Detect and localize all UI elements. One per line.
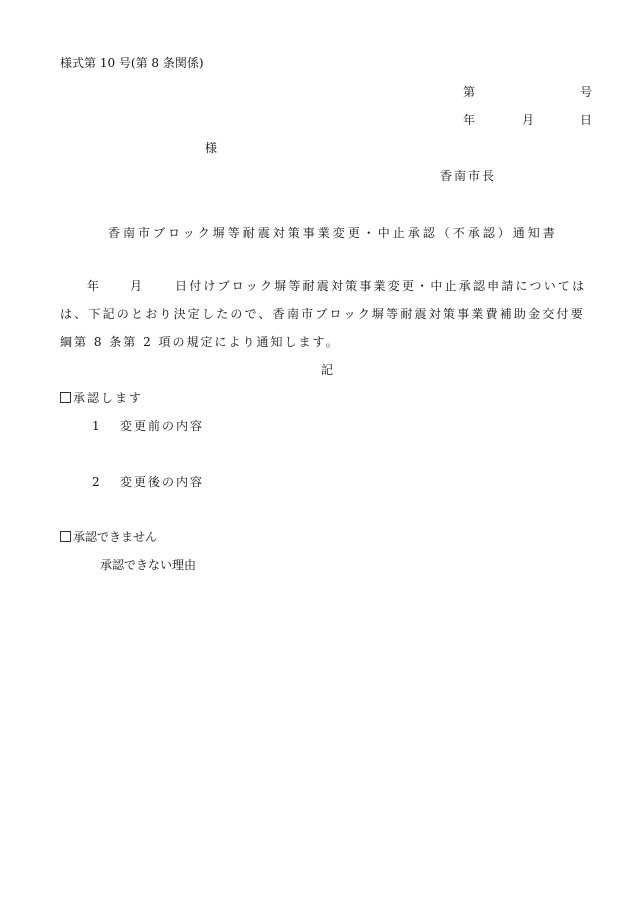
approve-item-2-label: 変更後の内容 <box>120 475 205 489</box>
body-month: 月 <box>130 279 143 293</box>
body-line-3: 綱第 8 条第 2 項の規定により通知します。 <box>60 335 340 349</box>
sender-name: 香南市長 <box>440 169 497 183</box>
reject-reason-label: 承認できない理由 <box>100 558 197 572</box>
approve-label: 承認します <box>73 391 144 405</box>
body-line-2: は、下記のとおり決定したので、香南市ブロック塀等耐震対策事業費補助金交付要 <box>60 307 585 321</box>
date-month: 月 <box>522 113 535 127</box>
approve-checkbox[interactable] <box>60 392 71 403</box>
doc-number-prefix: 第 <box>463 85 476 99</box>
date-year: 年 <box>463 113 476 127</box>
form-number: 様式第 10 号(第 8 条関係) <box>60 56 204 70</box>
approve-item-2-number: 2 <box>92 475 100 489</box>
reject-option[interactable] <box>60 531 157 543</box>
approve-option[interactable] <box>60 392 143 404</box>
body-year: 年 <box>87 279 100 293</box>
addressee-suffix: 様 <box>205 141 218 155</box>
body-line-1: 日付けブロック塀等耐震対策事業変更・中止承認申請については <box>175 279 587 293</box>
approve-item-1-number: 1 <box>92 419 100 433</box>
ki-heading: 記 <box>321 363 334 377</box>
reject-label: 承認できません <box>73 530 158 544</box>
document-title: 香南市ブロック塀等耐震対策事業変更・中止承認（不承認）通知書 <box>108 226 558 240</box>
approve-item-1-label: 変更前の内容 <box>120 419 205 433</box>
doc-number-suffix: 号 <box>580 85 593 99</box>
reject-checkbox[interactable] <box>60 531 71 542</box>
date-day: 日 <box>580 113 593 127</box>
